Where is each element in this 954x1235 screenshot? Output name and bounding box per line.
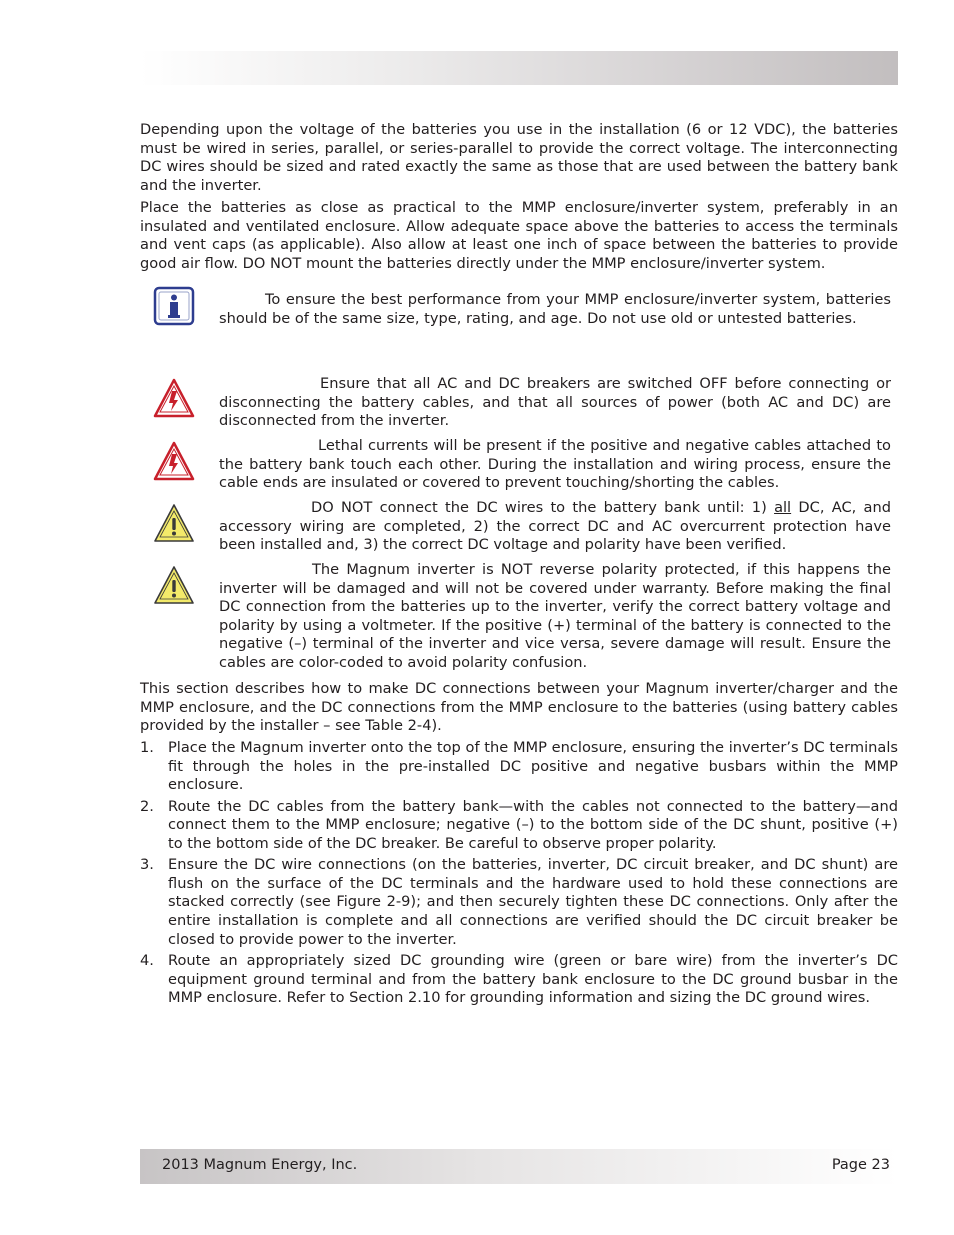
electrical-hazard-icon — [153, 441, 195, 481]
caution-note-polarity-text: The Magnum inverter is NOT reverse polarity protected, if this happens the inverter will be damaged and will not be covered under warranty. Before making the final DC connection from the batteries up to the inverter, verify the correct battery voltage and polarity by using a voltmeter. If the positive (+) terminal of the battery is connected to the negative (–) terminal of the inverter and vice versa, severe damage will result. Ensure the cables are color-coded to avoid polarity confusion. — [219, 561, 891, 671]
info-icon — [153, 286, 195, 326]
step-text: Place the Magnum inverter onto the top of the MMP enclosure, ensuring the inverter’s DC terminals fit through the holes in the pre-installed DC positive and negative busbars within the MMP enclosure. — [168, 739, 898, 794]
danger-note-lethal-text: Lethal currents will be present if the positive and negative cables attached to the battery bank touch each other. During the installation and wiring process, ensure the cable ends are insulated or covered to prevent touching/shorting the cables. — [219, 437, 891, 492]
header-bar — [140, 51, 898, 85]
footer-copyright: 2013 Magnum Energy, Inc. — [162, 1157, 358, 1173]
step-number: 1. — [140, 739, 154, 756]
step-item — [140, 952, 898, 1008]
step-item — [140, 856, 898, 949]
caution-note-connect — [219, 499, 891, 555]
caution-note-polarity — [219, 561, 891, 673]
caution-note-connect-text-b: DC, AC, and accessory wiring are completed, 2) the correct DC and AC overcurrent protection have been installed and, 3) the correct DC voltage and polarity have been verified. — [219, 499, 892, 554]
paragraph-dc-connections-intro: This section describes how to make DC connections between your Magnum inverter/charger and the MMP enclosure, and the DC connections from the MMP enclosure to the batteries (using battery cables provided by the installer – see Table 2-4). — [140, 680, 898, 735]
danger-note-breakers-text: Ensure that all AC and DC breakers are switched OFF before connecting or disconnecting the battery cables, and that all sources of power (both AC and DC) are disconnected from the inverter. — [219, 375, 891, 430]
danger-note-breakers — [219, 375, 891, 431]
caution-icon — [153, 565, 195, 605]
step-text: Ensure the DC wire connections (on the batteries, inverter, DC circuit breaker, and DC shunt) are flush on the surface of the DC terminals and the hardware used to hold these connections are stacked correctly (see Figure 2-9); and then securely tighten these DC connections. Only after the entire installation is complete and all connections are verified should the DC circuit breaker be closed to provide power to the inverter. — [168, 856, 898, 948]
step-item — [140, 739, 898, 795]
footer-bar — [140, 1149, 898, 1184]
caution-note-connect-underline: all — [774, 499, 792, 516]
paragraph-battery-wiring: Depending upon the voltage of the batteries you use in the installation (6 or 12 VDC), the batteries must be wired in series, parallel, or series-parallel to provide the correct voltage. The interconnecting DC wires should be sized and rated exactly the same as those that are used between the battery bank and the inverter. — [140, 121, 898, 194]
step-item — [140, 798, 898, 854]
step-number: 2. — [140, 797, 154, 815]
dc-connection-steps — [140, 739, 898, 1011]
caution-icon — [153, 503, 195, 543]
step-number: 3. — [140, 856, 154, 874]
page-number: Page 23 — [831, 1157, 890, 1173]
caution-note-connect-text-a: DO NOT connect the DC wires to the battery bank until: 1) — [311, 499, 775, 516]
step-text: Route the DC cables from the battery bank—with the cables not connected to the battery—and connect them to the MMP enclosure; negative (–) to the bottom side of the DC shunt, positive (+) to the bottom side of the DC breaker. Be careful to observe proper polarity. — [168, 797, 898, 852]
electrical-hazard-icon — [153, 378, 195, 418]
info-note-text: To ensure the best performance from your MMP enclosure/inverter system, batteries should be of the same size, type, rating, and age. Do not use old or untested batteries. — [219, 291, 891, 327]
danger-note-lethal — [219, 437, 891, 493]
step-text: Route an appropriately sized DC grounding wire (green or bare wire) from the inverter’s DC equipment ground terminal and from the battery bank enclosure to the DC ground busbar in the MMP enclosure. Refer to Section 2.10 for grounding information and sizing the DC ground wires. — [168, 951, 898, 1007]
paragraph-battery-placement: Place the batteries as close as practical to the MMP enclosure/inverter system, preferably in an insulated and ventilated enclosure. Allow adequate space above the batteries to access the terminals and vent caps (as applicable). Also allow at least one inch of space between the batteries to provide good air flow. DO NOT mount the batteries directly under the MMP enclosure/inverter system. — [140, 199, 898, 272]
info-note — [219, 291, 891, 328]
step-number: 4. — [140, 951, 154, 969]
